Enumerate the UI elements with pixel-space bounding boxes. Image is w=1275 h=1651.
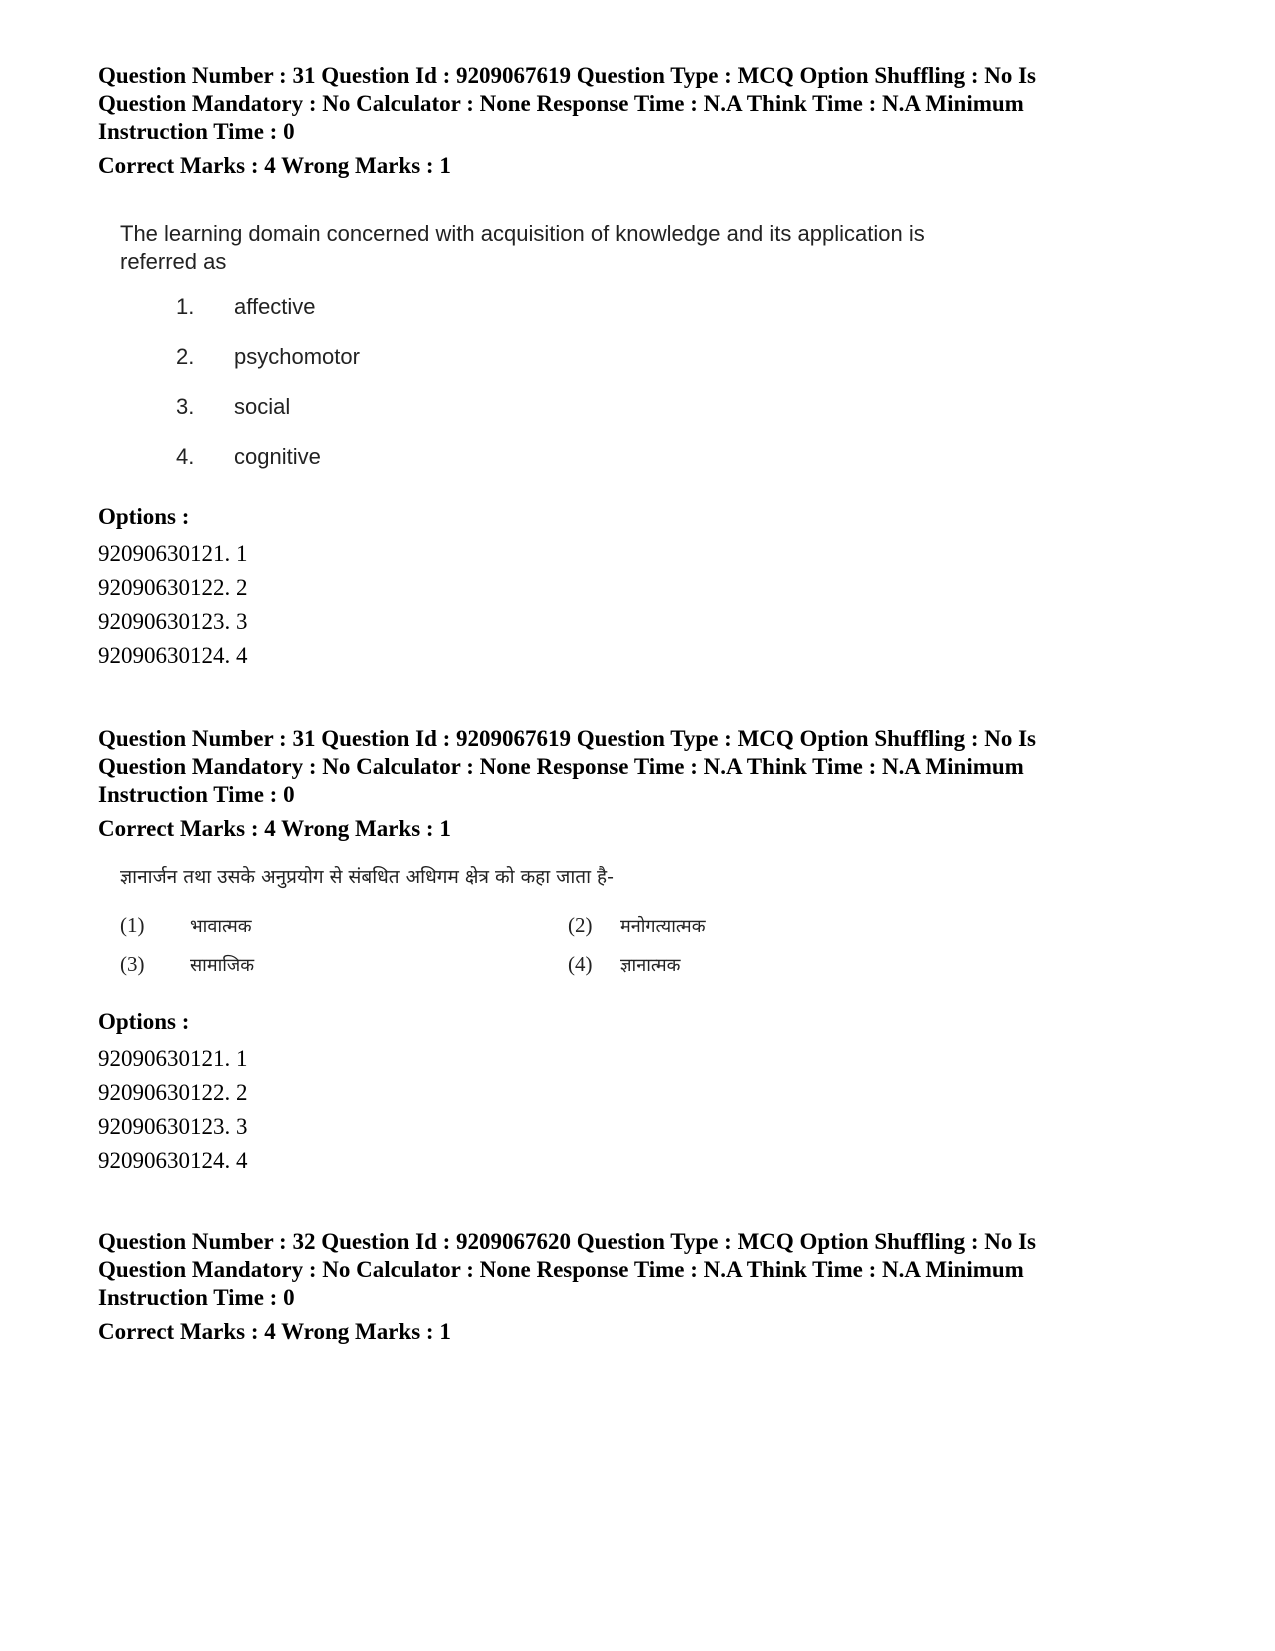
options-list-31-hi: [98, 1008, 248, 1178]
choice-number: 4.: [176, 444, 195, 469]
choice-number: 3.: [176, 394, 195, 419]
choice-number: (1): [120, 913, 145, 937]
option-row: 92090630123. 3: [98, 1114, 248, 1139]
question-meta: Question Number : 32 Question Id : 9209067620 Question Type : MCQ Option Shuffling : No Is Question Mandatory : No Calculator : None Response Time : N.A Think Time : N.A Minimum Instruction Time : 0: [98, 1229, 1037, 1310]
option-row: 92090630121. 1: [98, 541, 248, 566]
option-row: 92090630124. 4: [98, 643, 248, 668]
option-row: 92090630122. 2: [98, 575, 248, 600]
question-marks: Correct Marks : 4 Wrong Marks : 1: [98, 153, 451, 178]
choice-2: [176, 343, 360, 371]
choice-number: (3): [120, 952, 145, 976]
choice-2: [568, 912, 706, 940]
question-marks: Correct Marks : 4 Wrong Marks : 1: [98, 1319, 451, 1344]
choice-number: 1.: [176, 294, 195, 319]
choice-text: सामाजिक: [190, 955, 255, 976]
option-row: 92090630121. 1: [98, 1046, 248, 1071]
choice-text: social: [234, 394, 291, 419]
choice-text: मनोगत्यात्मक: [620, 916, 706, 937]
choice-text: affective: [234, 294, 316, 319]
question-header-31-hi: [98, 725, 1128, 843]
option-row: 92090630123. 3: [98, 609, 248, 634]
choice-number: (4): [568, 952, 593, 976]
choice-text: भावात्मक: [190, 916, 252, 937]
choice-number: (2): [568, 913, 593, 937]
options-list-31-en: [98, 503, 248, 673]
choice-3: [176, 393, 290, 421]
question-meta: Question Number : 31 Question Id : 9209067619 Question Type : MCQ Option Shuffling : No Is Question Mandatory : No Calculator : None Response Time : N.A Think Time : N.A Minimum Instruction Time : 0: [98, 63, 1037, 144]
choice-4: [568, 951, 681, 979]
question-meta: Question Number : 31 Question Id : 9209067619 Question Type : MCQ Option Shuffling : No Is Question Mandatory : No Calculator : None Response Time : N.A Think Time : N.A Minimum Instruction Time : 0: [98, 726, 1037, 807]
options-heading: Options :: [98, 1009, 190, 1034]
question-header-31-en: [98, 62, 1128, 180]
choice-3: [120, 951, 254, 979]
options-heading: Options :: [98, 504, 190, 529]
option-row: 92090630124. 4: [98, 1148, 248, 1173]
choice-text: psychomotor: [234, 344, 360, 369]
choice-text: ज्ञानात्मक: [620, 955, 681, 976]
choice-4: [176, 443, 321, 471]
option-row: 92090630122. 2: [98, 1080, 248, 1105]
question-header-32: [98, 1228, 1128, 1346]
choice-1: [120, 912, 252, 940]
choice-text: cognitive: [234, 444, 321, 469]
choice-number: 2.: [176, 344, 195, 369]
question-marks: Correct Marks : 4 Wrong Marks : 1: [98, 816, 451, 841]
choice-1: [176, 293, 316, 321]
question-text-hi: ज्ञानार्जन तथा उसके अनुप्रयोग से संबधित अधिगम क्षेत्र को कहा जाता है-: [120, 866, 614, 888]
question-text-en: The learning domain concerned with acquisition of knowledge and its application is referred as: [120, 221, 925, 274]
